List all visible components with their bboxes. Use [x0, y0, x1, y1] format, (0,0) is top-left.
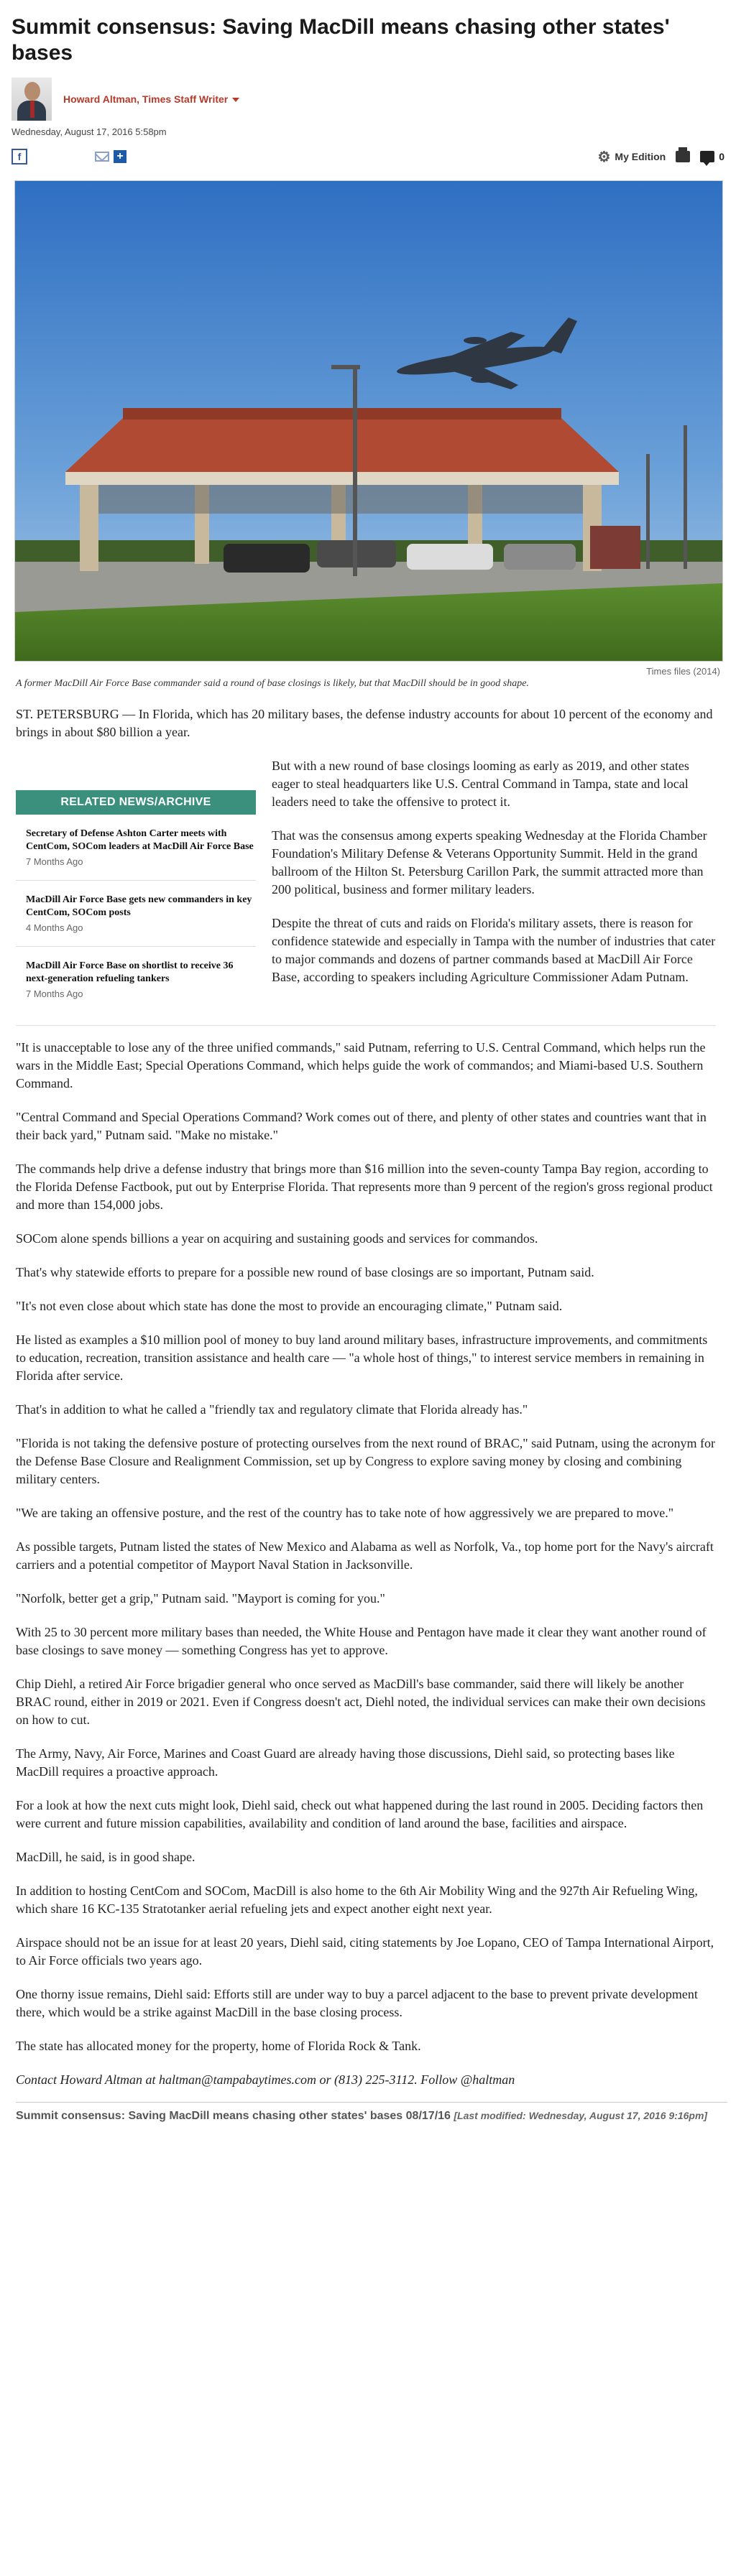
share-toolbar: [12, 146, 724, 167]
article-paragraph: Despite the threat of cuts and raids on Florida's military assets, there is reason for confidence statewide and especially in Tampa with the number of industries that cater to major commands and dozens of partner commands based at MacDill Air Force Base, according to speakers including Agriculture Commissioner Adam Putnam.: [272, 916, 716, 984]
facebook-icon[interactable]: f: [12, 149, 27, 165]
related-news-header: RELATED NEWS/ARCHIVE: [16, 790, 256, 815]
author-name: Howard Altman, Times Staff Writer: [63, 93, 229, 105]
byline: [12, 76, 727, 122]
article-paragraph: The state has allocated money for the property, home of Florida Rock & Tank.: [16, 2039, 421, 2053]
comment-icon: [700, 151, 714, 162]
share-plus-icon[interactable]: +: [114, 150, 126, 163]
print-icon[interactable]: [676, 151, 690, 162]
article-paragraph: Chip Diehl, a retired Air Force brigadier general who once served as MacDill's base commander, said there will likely be another BRAC round, either in 2019 or 2021. Even if Congress doesn't act, Diehl noted, the individual services can make their own decisions on how to cut.: [16, 1677, 706, 1727]
related-item[interactable]: [16, 947, 256, 1012]
my-edition-label: My Edition: [615, 151, 666, 162]
article-paragraph: "Florida is not taking the defensive posture of protecting ourselves from the next round of BRAC," said Putnam, using the acronym for the Defense Base Closure and Realignment Commission, set up by Congress to explore saving money by closing and combining military centers.: [16, 1436, 716, 1486]
related-item[interactable]: [16, 881, 256, 947]
article-paragraph: "Norfolk, better get a grip," Putnam said. "Mayport is coming for you.": [16, 1591, 385, 1606]
gear-icon: ⚙: [597, 149, 611, 165]
article-paragraph: With 25 to 30 percent more military bases than needed, the White House and Pentagon have made it clear they want another round of base closings to save money — something Congress has yet to approve.: [16, 1625, 707, 1657]
related-item[interactable]: [16, 815, 256, 881]
lead-photo: [14, 180, 723, 662]
article-paragraph: SOCom alone spends billions a year on acquiring and sustaining goods and services for commandos.: [16, 1231, 538, 1246]
article-paragraph: The commands help drive a defense industry that brings more than $16 million into the seven-county Tampa Bay region, according to the Florida Defense Factbook, put out by Enterprise Florida. That represents more than 9 percent of the region's gross regional product and more than 154,000 jobs.: [16, 1162, 713, 1212]
article-paragraph: That's why statewide efforts to prepare for a possible new round of base closings are so important, Putnam said.: [16, 1265, 594, 1279]
comment-count: 0: [719, 151, 724, 162]
comments-button[interactable]: [700, 151, 724, 162]
footer-title: Summit consensus: Saving MacDill means chasing other states' bases 08/17/16: [16, 2110, 451, 2122]
author-avatar: [12, 78, 52, 121]
author-contact: Contact Howard Altman at haltman@tampabaytimes.com or (813) 225-3112. Follow @haltman: [16, 2072, 515, 2087]
article-paragraph: He listed as examples a $10 million pool of money to buy land around military bases, infrastructure improvements, and commitments to education, recreation, transition assistance and health care — "a whole host of things," to interest service members in remaining in Florida after service.: [16, 1333, 708, 1383]
article-paragraph: As possible targets, Putnam listed the states of New Mexico and Alabama as well as Norfolk, Va., top home port for the Navy's aircraft carriers and a potential competitor of Mayport Naval Station in Jacksonville.: [16, 1539, 714, 1572]
author-link[interactable]: [63, 93, 239, 105]
article-paragraph: That was the consensus among experts speaking Wednesday at the Florida Chamber Foundation's Military Defense & Veterans Opportunity Summit. Held in the grand ballroom of the Hilton St. Petersburg Carillon Park, the summit attracted more than 200 political, business and former military leaders.: [272, 828, 707, 896]
article-paragraph: "Central Command and Special Operations Command? Work comes out of there, and plenty of other states and countries want that in their back yard," Putnam said. "Make no mistake.": [16, 1110, 707, 1142]
chevron-down-icon: [232, 98, 239, 102]
article-paragraph: But with a new round of base closings looming as early as 2019, and other states eager to steal headquarters like U.S. Central Command in Tampa, state and local leaders need to take the offensive to protect it.: [272, 759, 689, 809]
article-paragraph: "It's not even close about which state has done the most to provide an encouraging climate," Putnam said.: [16, 1299, 563, 1313]
article-paragraph: For a look at how the next cuts might look, Diehl said, check out what happened during the last round in 2005. Deciding factors then were current and future mission capabilities, availability and condition of land around the base, facilities and airspace.: [16, 1798, 704, 1830]
article-paragraph: The Army, Navy, Air Force, Marines and Coast Guard are already having those discussions, Diehl said, so protecting bases like MacDill requires a proactive approach.: [16, 1746, 675, 1779]
publish-date: Wednesday, August 17, 2016 5:58pm: [12, 126, 167, 137]
my-edition-button[interactable]: [597, 148, 666, 166]
article-paragraph: Airspace should not be an issue for at least 20 years, Diehl said, citing statements by Joe Lopano, CEO of Tampa International Airport, to Air Force officials two years ago.: [16, 1935, 714, 1968]
related-item-title[interactable]: MacDill Air Force Base gets new commanders in key CentCom, SOCom posts: [26, 894, 252, 918]
lead-paragraph: ST. PETERSBURG — In Florida, which has 20 military bases, the defense industry accounts for about 10 percent of the economy and brings in about $80 billion a year.: [16, 707, 713, 739]
related-item-date: 7 Months Ago: [26, 988, 83, 999]
article-footer: [16, 2102, 727, 2123]
article-paragraph: "It is unacceptable to lose any of the three unified commands," said Putnam, referring to U.S. Central Command, which helps run the wars in the Middle East; Special Operations Command, which helps guide the work of commandos; and Miami-based U.S. Southern Command.: [16, 1040, 706, 1090]
article-paragraph: One thorny issue remains, Diehl said: Efforts still are under way to buy a parcel adjacent to the base to prevent private development there, which would be a strike against MacDill in the base closing process.: [16, 1987, 698, 2019]
article-paragraph: In addition to hosting CentCom and SOCom, MacDill is also home to the 6th Air Mobility Wing and the 927th Air Refueling Wing, which share 16 KC-135 Stratotanker aerial refueling jets and expect another eight next year.: [16, 1884, 698, 1916]
article-headline: Summit consensus: Saving MacDill means chasing other states' bases: [12, 15, 670, 65]
related-item-date: 4 Months Ago: [26, 922, 83, 933]
article-body: [9, 705, 716, 2055]
article-paragraph: "We are taking an offensive posture, and the rest of the country has to take note of how aggressively we are prepared to move.": [16, 1506, 674, 1520]
email-icon[interactable]: [95, 152, 109, 162]
article-paragraph: MacDill, he said, is in good shape.: [16, 1850, 196, 1864]
photo-caption: A former MacDill Air Force Base commander said a round of base closings is likely, but that MacDill should be in good shape.: [16, 678, 529, 689]
article-paragraph: That's in addition to what he called a "friendly tax and regulatory climate that Florida already has.": [16, 1402, 528, 1417]
related-item-date: 7 Months Ago: [26, 856, 83, 867]
photo-credit: Times files (2014): [646, 666, 720, 677]
related-news-box: [16, 790, 256, 1012]
related-item-title[interactable]: Secretary of Defense Ashton Carter meets with CentCom, SOCom leaders at MacDill Air Force Base: [26, 828, 254, 852]
related-item-title[interactable]: MacDill Air Force Base on shortlist to receive 36 next-generation refueling tankers: [26, 960, 234, 984]
footer-modified: [Last modified: Wednesday, August 17, 2016 9:16pm]: [454, 2110, 708, 2121]
